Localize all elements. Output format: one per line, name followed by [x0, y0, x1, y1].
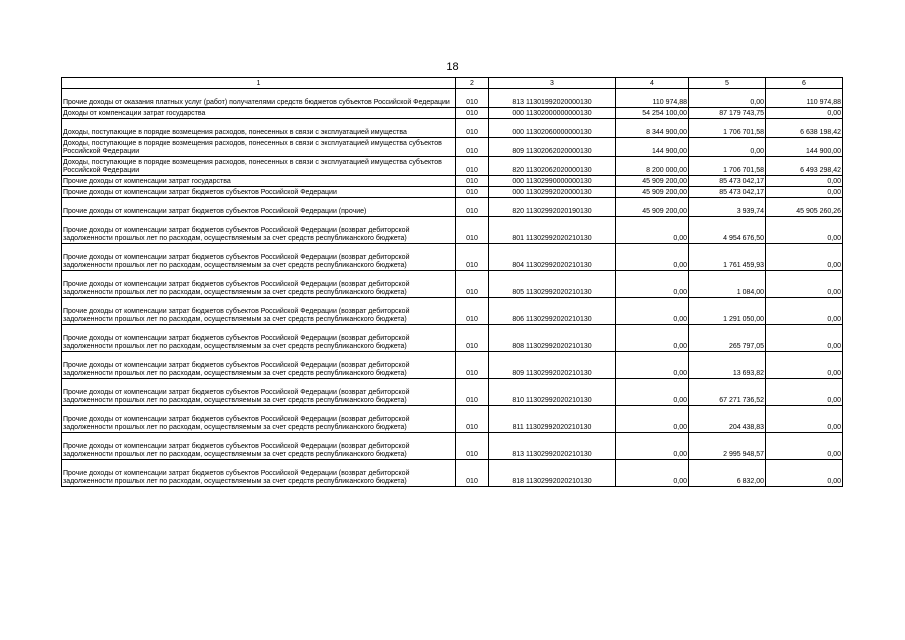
- row-executed: 1 291 050,00: [689, 298, 766, 325]
- row-budget-code: 000 11302000000000130: [489, 108, 616, 119]
- header-cell-3: 3: [489, 78, 616, 89]
- row-unexecuted: 6 638 198,42: [766, 119, 843, 138]
- table-row: [62, 89, 843, 108]
- row-unexecuted: 0,00: [766, 325, 843, 352]
- row-name: Прочие доходы от компенсации затрат бюджетов субъектов Российской Федерации (возврат дебиторской задолженности прошлых лет по расходам, осуществляемым за счет средств республиканского бюджета): [62, 244, 456, 271]
- row-approved: 45 909 200,00: [616, 187, 689, 198]
- row-line-code: 010: [456, 352, 489, 379]
- row-name: Доходы, поступающие в порядке возмещения расходов, понесенных в связи с эксплуатацией имущества субъектов Российской Федерации: [62, 138, 456, 157]
- row-name: Прочие доходы от компенсации затрат бюджетов субъектов Российской Федерации (возврат дебиторской задолженности прошлых лет по расходам, осуществляемым за счет средств республиканского бюджета): [62, 406, 456, 433]
- row-approved: 0,00: [616, 406, 689, 433]
- row-unexecuted: 0,00: [766, 352, 843, 379]
- row-name: Доходы от компенсации затрат государства: [62, 108, 456, 119]
- row-budget-code: 000 11302060000000130: [489, 119, 616, 138]
- row-budget-code: 813 11301992020000130: [489, 89, 616, 108]
- row-approved: 45 909 200,00: [616, 176, 689, 187]
- row-executed: 85 473 042,17: [689, 187, 766, 198]
- row-budget-code: 808 11302992020210130: [489, 325, 616, 352]
- row-name: Прочие доходы от компенсации затрат бюджетов субъектов Российской Федерации: [62, 187, 456, 198]
- row-executed: 3 939,74: [689, 198, 766, 217]
- row-line-code: 010: [456, 433, 489, 460]
- row-name: Прочие доходы от компенсации затрат государства: [62, 176, 456, 187]
- row-line-code: 010: [456, 406, 489, 433]
- row-unexecuted: 0,00: [766, 187, 843, 198]
- row-budget-code: 809 11302992020210130: [489, 352, 616, 379]
- row-approved: 8 344 900,00: [616, 119, 689, 138]
- row-executed: 265 797,05: [689, 325, 766, 352]
- table-row: [62, 244, 843, 271]
- row-line-code: 010: [456, 108, 489, 119]
- header-cell-2: 2: [456, 78, 489, 89]
- table-row: [62, 352, 843, 379]
- row-executed: 87 179 743,75: [689, 108, 766, 119]
- row-approved: 54 254 100,00: [616, 108, 689, 119]
- row-budget-code: 820 11302992020190130: [489, 198, 616, 217]
- table-row: [62, 198, 843, 217]
- row-line-code: 010: [456, 244, 489, 271]
- row-budget-code: 000 11302992020000130: [489, 187, 616, 198]
- row-unexecuted: 0,00: [766, 176, 843, 187]
- row-line-code: 010: [456, 460, 489, 487]
- row-budget-code: 820 11302062020000130: [489, 157, 616, 176]
- row-budget-code: 810 11302992020210130: [489, 379, 616, 406]
- row-approved: 0,00: [616, 298, 689, 325]
- table-row: [62, 379, 843, 406]
- row-unexecuted: 0,00: [766, 460, 843, 487]
- table-row: [62, 433, 843, 460]
- header-cell-4: 4: [616, 78, 689, 89]
- row-line-code: 010: [456, 271, 489, 298]
- row-unexecuted: 0,00: [766, 271, 843, 298]
- row-budget-code: 809 11302062020000130: [489, 138, 616, 157]
- row-approved: 45 909 200,00: [616, 198, 689, 217]
- row-unexecuted: 0,00: [766, 217, 843, 244]
- row-executed: 13 693,82: [689, 352, 766, 379]
- row-line-code: 010: [456, 325, 489, 352]
- row-line-code: 010: [456, 198, 489, 217]
- table-row: [62, 138, 843, 157]
- row-executed: 1 706 701,58: [689, 119, 766, 138]
- row-executed: 1 084,00: [689, 271, 766, 298]
- table-row: [62, 406, 843, 433]
- row-name: Прочие доходы от компенсации затрат бюджетов субъектов Российской Федерации (возврат дебиторской задолженности прошлых лет по расходам, осуществляемым за счет средств республиканского бюджета): [62, 433, 456, 460]
- row-line-code: 010: [456, 187, 489, 198]
- row-budget-code: 805 11302992020210130: [489, 271, 616, 298]
- table-row: [62, 176, 843, 187]
- table-row: [62, 187, 843, 198]
- row-line-code: 010: [456, 379, 489, 406]
- row-budget-code: 813 11302992020210130: [489, 433, 616, 460]
- row-name: Доходы, поступающие в порядке возмещения расходов, понесенных в связи с эксплуатацией имущества субъектов Российской Федерации: [62, 157, 456, 176]
- row-name: Доходы, поступающие в порядке возмещения расходов, понесенных в связи с эксплуатацией имущества: [62, 119, 456, 138]
- header-cell-1: 1: [62, 78, 456, 89]
- row-budget-code: 818 11302992020210130: [489, 460, 616, 487]
- row-unexecuted: 110 974,88: [766, 89, 843, 108]
- table-header: [62, 78, 843, 89]
- row-name: Прочие доходы от компенсации затрат бюджетов субъектов Российской Федерации (возврат дебиторской задолженности прошлых лет по расходам, осуществляемым за счет средств республиканского бюджета): [62, 217, 456, 244]
- row-approved: 0,00: [616, 244, 689, 271]
- row-approved: 144 900,00: [616, 138, 689, 157]
- row-executed: 4 954 676,50: [689, 217, 766, 244]
- row-line-code: 010: [456, 298, 489, 325]
- header-row: [62, 78, 843, 89]
- table-row: [62, 271, 843, 298]
- table-row: [62, 217, 843, 244]
- table-row: [62, 119, 843, 138]
- row-line-code: 010: [456, 89, 489, 108]
- row-line-code: 010: [456, 157, 489, 176]
- row-approved: 0,00: [616, 460, 689, 487]
- row-line-code: 010: [456, 138, 489, 157]
- row-line-code: 010: [456, 176, 489, 187]
- row-executed: 1 706 701,58: [689, 157, 766, 176]
- table-row: [62, 108, 843, 119]
- row-approved: 0,00: [616, 352, 689, 379]
- row-approved: 0,00: [616, 217, 689, 244]
- table-row: [62, 325, 843, 352]
- row-budget-code: 806 11302992020210130: [489, 298, 616, 325]
- row-name: Прочие доходы от компенсации затрат бюджетов субъектов Российской Федерации (возврат дебиторской задолженности прошлых лет по расходам, осуществляемым за счет средств республиканского бюджета): [62, 460, 456, 487]
- row-approved: 0,00: [616, 433, 689, 460]
- row-unexecuted: 0,00: [766, 406, 843, 433]
- row-executed: 204 438,83: [689, 406, 766, 433]
- row-unexecuted: 6 493 298,42: [766, 157, 843, 176]
- row-approved: 110 974,88: [616, 89, 689, 108]
- row-budget-code: 000 11302990000000130: [489, 176, 616, 187]
- row-line-code: 010: [456, 119, 489, 138]
- row-budget-code: 811 11302992020210130: [489, 406, 616, 433]
- row-budget-code: 801 11302992020210130: [489, 217, 616, 244]
- row-name: Прочие доходы от компенсации затрат бюджетов субъектов Российской Федерации (возврат дебиторской задолженности прошлых лет по расходам, осуществляемым за счет средств республиканского бюджета): [62, 352, 456, 379]
- row-executed: 6 832,00: [689, 460, 766, 487]
- header-cell-5: 5: [689, 78, 766, 89]
- row-name: Прочие доходы от компенсации затрат бюджетов субъектов Российской Федерации (возврат дебиторской задолженности прошлых лет по расходам, осуществляемым за счет средств республиканского бюджета): [62, 379, 456, 406]
- row-executed: 1 761 459,93: [689, 244, 766, 271]
- row-line-code: 010: [456, 217, 489, 244]
- row-approved: 0,00: [616, 325, 689, 352]
- row-executed: 0,00: [689, 89, 766, 108]
- row-unexecuted: 0,00: [766, 379, 843, 406]
- table-row: [62, 298, 843, 325]
- row-executed: 2 995 948,57: [689, 433, 766, 460]
- row-unexecuted: 45 905 260,26: [766, 198, 843, 217]
- report-table: [61, 77, 843, 487]
- page-number: 18: [446, 61, 459, 73]
- row-budget-code: 804 11302992020210130: [489, 244, 616, 271]
- row-approved: 0,00: [616, 379, 689, 406]
- row-name: Прочие доходы от компенсации затрат бюджетов субъектов Российской Федерации (возврат дебиторской задолженности прошлых лет по расходам, осуществляемым за счет средств республиканского бюджета): [62, 298, 456, 325]
- row-approved: 8 200 000,00: [616, 157, 689, 176]
- table-row: [62, 157, 843, 176]
- row-unexecuted: 0,00: [766, 108, 843, 119]
- row-unexecuted: 0,00: [766, 298, 843, 325]
- row-unexecuted: 0,00: [766, 244, 843, 271]
- row-name: Прочие доходы от компенсации затрат бюджетов субъектов Российской Федерации (возврат дебиторской задолженности прошлых лет по расходам, осуществляемым за счет средств республиканского бюджета): [62, 325, 456, 352]
- row-executed: 85 473 042,17: [689, 176, 766, 187]
- row-executed: 0,00: [689, 138, 766, 157]
- row-name: Прочие доходы от оказания платных услуг (работ) получателями средств бюджетов субъектов Российской Федерации: [62, 89, 456, 108]
- table-body: [62, 89, 843, 487]
- row-approved: 0,00: [616, 271, 689, 298]
- table-row: [62, 460, 843, 487]
- row-name: Прочие доходы от компенсации затрат бюджетов субъектов Российской Федерации (возврат дебиторской задолженности прошлых лет по расходам, осуществляемым за счет средств республиканского бюджета): [62, 271, 456, 298]
- row-executed: 67 271 736,52: [689, 379, 766, 406]
- row-unexecuted: 0,00: [766, 433, 843, 460]
- header-cell-6: 6: [766, 78, 843, 89]
- row-unexecuted: 144 900,00: [766, 138, 843, 157]
- row-name: Прочие доходы от компенсации затрат бюджетов субъектов Российской Федерации (прочие): [62, 198, 456, 217]
